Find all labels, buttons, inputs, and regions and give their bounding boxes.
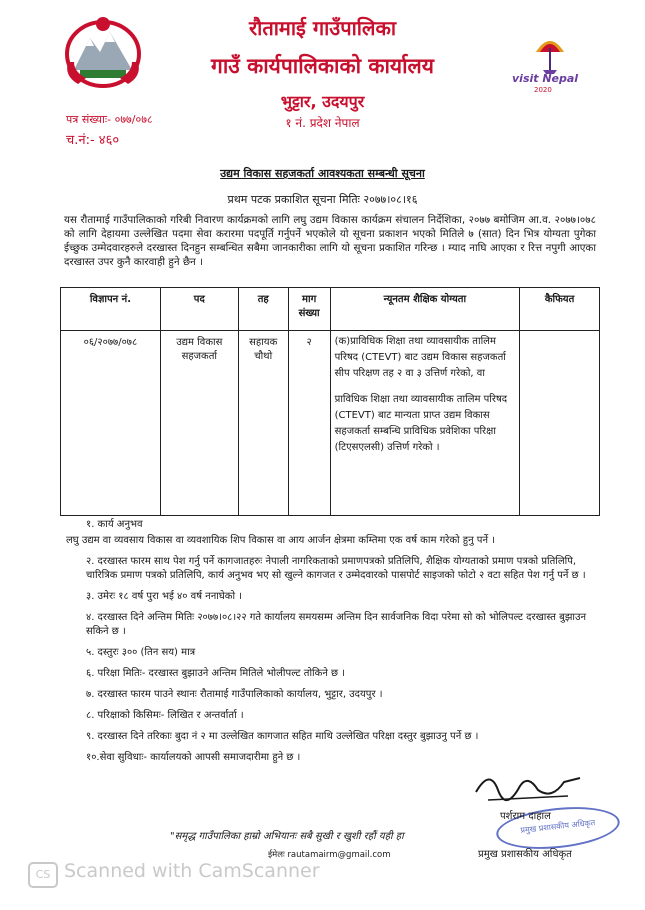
condition-item: ३. उमेरः १८ वर्ष पुरा भई ४० वर्ष ननाघेको । <box>86 591 242 602</box>
header-ad-no: विज्ञापन नं. <box>61 288 161 331</box>
qualification-a: (क)प्राविधिक शिक्षा तथा व्यावसायीक तालिम परिषद (CTEVT) बाट उद्यम विकास सहजकर्ता सीप परिक्षण तह २ वा ३ उत्तिर्ण गरेको, वा <box>334 336 506 379</box>
condition-item: ८. परिक्षाको किसिमः- लिखित र अन्तर्वार्ता । <box>86 710 244 721</box>
office-location: भुट्टार, उदयपुर <box>280 92 365 111</box>
municipality-name: रौतामाई गाउँपालिका <box>248 16 397 40</box>
condition-item: १. कार्य अनुभव <box>86 519 143 530</box>
cell-ad-no: ०६/२०७७/०७८ <box>61 331 161 516</box>
stamp-text: प्रमुख प्रशासकीय अधिकृत <box>520 818 596 835</box>
visit-nepal-year: 2020 <box>534 86 552 94</box>
notice-intro: यस रौतामाई गाउँपालिकाको गरिबी निवारण कार्यक्रमको लागि लघु उद्यम विकास कार्यक्रम संचालन निर्देशिका, २०७७ बमोजिम आ.व. २०७७।०७८ को लागि देहायमा उल्लेखित पदमा सेवा करारमा पदपूर्ति गर्नुपर्ने भएकोले यो सूचना प्रकाशन भएको मितिले ७ (सात) दिन भित्र योग्यता पुगेका ईच्छुक उम्मेदवारहरुले दरखास्त दिनहुन सम्बन्धित सबैमा जानकारीका लागि यो सूचना प्रकाशित गरिन्छ । म्याद नाघि आएका र रित्त नपुगी आएका दरखास्त उपर कुनै कारवाही हुने छैन । <box>64 214 596 268</box>
condition-item: लघु उद्यम वा व्यवसाय विकास वा व्यवशायिक शिप विकास वा आय आर्जन क्षेत्रमा कम्तिमा एक वर्ष काम गरेको हुनु पर्ने । <box>66 535 496 546</box>
header-remarks: कैफियत <box>520 288 600 331</box>
cell-level: सहायक चौथो <box>238 331 288 516</box>
header-demand: माग संख्या <box>288 288 330 331</box>
camscanner-logo-icon <box>28 862 58 888</box>
vacancy-table <box>60 287 600 516</box>
header-level: तह <box>238 288 288 331</box>
visit-nepal-text: visit Nepal <box>512 72 579 85</box>
condition-item: ९. दरखास्त दिने तरिकाः बुदा नं २ मा उल्लेखित कागजात सहित माथि उल्लेखित परिक्षा दस्तुर बुझाउनु पर्ने छ । <box>86 731 479 742</box>
cell-qualification <box>330 331 520 516</box>
footer-slogan: "समृद्ध गाउँपालिका हाम्रो अभियानः सबै सुखी र खुशी रहौं यही हा <box>170 831 404 842</box>
publish-date: प्रथम पटक प्रकाशित सूचना मितिः २०७७।०८।१६ <box>227 193 418 206</box>
condition-item: ७. दरखास्त फारम पाउने स्थानः रौतामाई गाउँपालिकाको कार्यालय, भुट्टार, उदयपुर । <box>86 689 383 700</box>
footer-email: ईमेलः rautamairm@gmail.com <box>268 850 391 860</box>
condition-item: ४. दरखास्त दिने अन्तिम मितिः २०७७।०८।२२ गते कार्यालय समयसम्म अन्तिम दिन सार्वजनिक विदा परेमा सो को भोलिपल्ट दरखास्त बुझाउन सकिने छ । <box>86 612 587 637</box>
qualification-b: प्राविधिक शिक्षा तथा व्यावसायीक तालिम परिषद (CTEVT) बाट मान्यता प्राप्त उद्यम विकास सहजकर्ता सम्बन्धि प्राविधिक प्रवेशिका परिक्षा (टिएसएलसी) उत्तिर्ण गरेको । <box>334 394 508 453</box>
condition-item: १०.सेवा सुविधाः- कार्यालयको आपसी समाजदारीमा हुने छ । <box>86 752 301 763</box>
office-name: गाउँ कार्यपालिकाको कार्यालय <box>211 54 434 78</box>
table-row <box>61 331 600 516</box>
cell-remarks <box>520 331 600 516</box>
letter-number: पत्र संख्याः- ०७७/०७८ <box>66 113 153 126</box>
condition-item: २. दरखास्त फारम साथ पेश गर्नु पर्ने कागजातहरुः नेपाली नागरिकताको प्रमाणपत्रको प्रतिलिपि, शैक्षिक योग्यताको प्रमाण पत्रको प्रतिलिपि, चारित्रिक प्रमाण पत्रको प्रतिलिपि, कार्य अनुभव भए सो खुल्ने कागजत र उम्मेदवारको पासपोर्ट साइजको फोटो २ वटा सहित पेश गर्नु पर्ने छ । <box>86 556 586 581</box>
signatory-title: प्रमुख प्रशासकीय अधिकृत <box>478 849 572 860</box>
camscanner-watermark: Scanned with CamScanner <box>64 860 320 882</box>
conditions-list <box>66 518 606 772</box>
signature-scribble-icon <box>468 760 588 810</box>
signatory-name: पर्शराम दाहाल <box>500 811 551 822</box>
table-header-row <box>61 288 600 331</box>
province-name: १ नं. प्रदेश नेपाल <box>285 116 360 130</box>
camscanner-logo-text: CS <box>35 868 51 881</box>
header-post: पद <box>160 288 238 331</box>
condition-item: ६. परिक्षा मितिः- दरखास्त बुझाउने अन्तिम मितिले भोलीपल्ट तोकिने छ । <box>86 668 346 679</box>
dispatch-number: च.नं:- ४६० <box>66 133 120 148</box>
condition-item: ५. दस्तुरः ३०० (तिन सय) मात्र <box>86 647 196 658</box>
cell-post: उद्यम विकास सहजकर्ता <box>160 331 238 516</box>
notice-subject: उद्यम विकास सहजकर्ता आवश्यकता सम्बन्धी सूचना <box>220 167 425 180</box>
header-qualification: न्यूनतम शैक्षिक योग्यता <box>330 288 520 331</box>
cell-demand: २ <box>288 331 330 516</box>
